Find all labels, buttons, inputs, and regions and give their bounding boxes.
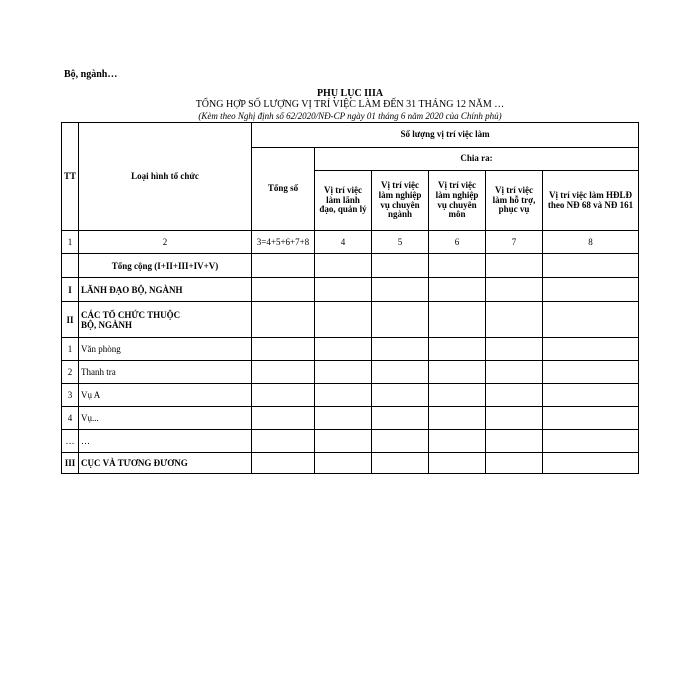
cell-empty (543, 254, 639, 278)
cell-empty (429, 302, 486, 338)
table-row (62, 338, 639, 361)
header-position-count: Số lượng vị trí việc làm (252, 123, 639, 148)
header-org-type: Loại hình tổ chức (79, 123, 252, 231)
table-row (62, 302, 639, 338)
cell-empty (372, 361, 429, 384)
col-number: 3=4+5+6+7+8 (252, 231, 315, 254)
cell-empty (486, 302, 543, 338)
table-row (62, 384, 639, 407)
cell-empty (543, 361, 639, 384)
header-tt: TT (62, 123, 79, 231)
header-total: Tổng số (252, 148, 315, 231)
cell-empty (486, 407, 543, 430)
header-col-8: Vị trí việc làm HĐLĐ theo NĐ 68 và NĐ 161 (543, 171, 639, 231)
table-row (62, 361, 639, 384)
summary-table (61, 122, 639, 474)
row-name: Tổng cộng (I+II+III+IV+V) (79, 254, 252, 278)
cell-empty (543, 430, 639, 453)
cell-empty (543, 338, 639, 361)
row-tt: II (62, 302, 79, 338)
cell-empty (252, 278, 315, 302)
cell-empty (315, 407, 372, 430)
header-col-4: Vị trí việc làm lãnh đạo, quản lý (315, 171, 372, 231)
cell-empty (372, 338, 429, 361)
header-col-5: Vị trí việc làm nghiệp vụ chuyên ngành (372, 171, 429, 231)
cell-empty (372, 254, 429, 278)
row-tt: III (62, 453, 79, 474)
document-subtitle: (Kèm theo Nghị định số 62/2020/NĐ-CP ngày 01 tháng 6 năm 2020 của Chính phủ) (198, 111, 502, 121)
header-col-7: Vị trí việc làm hỗ trợ, phục vụ (486, 171, 543, 231)
column-number-row (62, 231, 639, 254)
cell-empty (315, 361, 372, 384)
cell-empty (315, 430, 372, 453)
cell-empty (315, 254, 372, 278)
cell-empty (543, 453, 639, 474)
cell-empty (486, 430, 543, 453)
cell-empty (315, 338, 372, 361)
cell-empty (429, 361, 486, 384)
table-row (62, 430, 639, 453)
ministry-label: Bộ, ngành… (64, 69, 118, 80)
row-name: CỤC VÀ TƯƠNG ĐƯƠNG (79, 453, 252, 474)
cell-empty (486, 254, 543, 278)
appendix-title: PHỤ LỤC IIIA (316, 88, 384, 99)
table-row (62, 254, 639, 278)
cell-empty (252, 453, 315, 474)
cell-empty (543, 302, 639, 338)
row-name: … (79, 430, 252, 453)
table-row (62, 278, 639, 302)
cell-empty (429, 407, 486, 430)
cell-empty (252, 430, 315, 453)
cell-empty (252, 254, 315, 278)
cell-empty (429, 254, 486, 278)
row-tt: I (62, 278, 79, 302)
cell-empty (372, 384, 429, 407)
cell-empty (486, 384, 543, 407)
cell-empty (429, 278, 486, 302)
header-col-6: Vị trí việc làm nghiệp vụ chuyên môn (429, 171, 486, 231)
cell-empty (315, 302, 372, 338)
col-number: 6 (429, 231, 486, 254)
col-number: 5 (372, 231, 429, 254)
cell-empty (429, 384, 486, 407)
col-number: 1 (62, 231, 79, 254)
header-breakdown: Chia ra: (315, 148, 639, 171)
cell-empty (429, 453, 486, 474)
cell-empty (252, 338, 315, 361)
row-tt: 3 (62, 384, 79, 407)
cell-empty (252, 302, 315, 338)
col-number: 8 (543, 231, 639, 254)
cell-empty (315, 453, 372, 474)
row-name: CÁC TỔ CHỨC THUỘC BỘ, NGÀNH (79, 302, 252, 338)
row-tt: 2 (62, 361, 79, 384)
cell-empty (315, 278, 372, 302)
cell-empty (543, 384, 639, 407)
row-name: Văn phòng (79, 338, 252, 361)
cell-empty (486, 361, 543, 384)
cell-empty (252, 361, 315, 384)
cell-empty (429, 430, 486, 453)
cell-empty (315, 384, 372, 407)
col-number: 7 (486, 231, 543, 254)
col-number: 4 (315, 231, 372, 254)
cell-empty (372, 430, 429, 453)
cell-empty (429, 338, 486, 361)
cell-empty (372, 278, 429, 302)
cell-empty (543, 407, 639, 430)
cell-empty (372, 407, 429, 430)
cell-empty (252, 407, 315, 430)
row-tt: 1 (62, 338, 79, 361)
col-number: 2 (79, 231, 252, 254)
row-name: Thanh tra (79, 361, 252, 384)
row-name: Vụ... (79, 407, 252, 430)
table-row (62, 407, 639, 430)
cell-empty (486, 453, 543, 474)
document-title: TỔNG HỢP SỐ LƯỢNG VỊ TRÍ VIỆC LÀM ĐẾN 31 THÁNG 12 NĂM … (195, 99, 505, 110)
row-name: LÃNH ĐẠO BỘ, NGÀNH (79, 278, 252, 302)
cell-empty (372, 302, 429, 338)
cell-empty (543, 278, 639, 302)
table-row (62, 453, 639, 474)
row-name: Vụ A (79, 384, 252, 407)
cell-empty (486, 278, 543, 302)
row-tt: 4 (62, 407, 79, 430)
row-tt: … (62, 430, 79, 453)
row-tt (62, 254, 79, 278)
cell-empty (372, 453, 429, 474)
cell-empty (252, 384, 315, 407)
cell-empty (486, 338, 543, 361)
